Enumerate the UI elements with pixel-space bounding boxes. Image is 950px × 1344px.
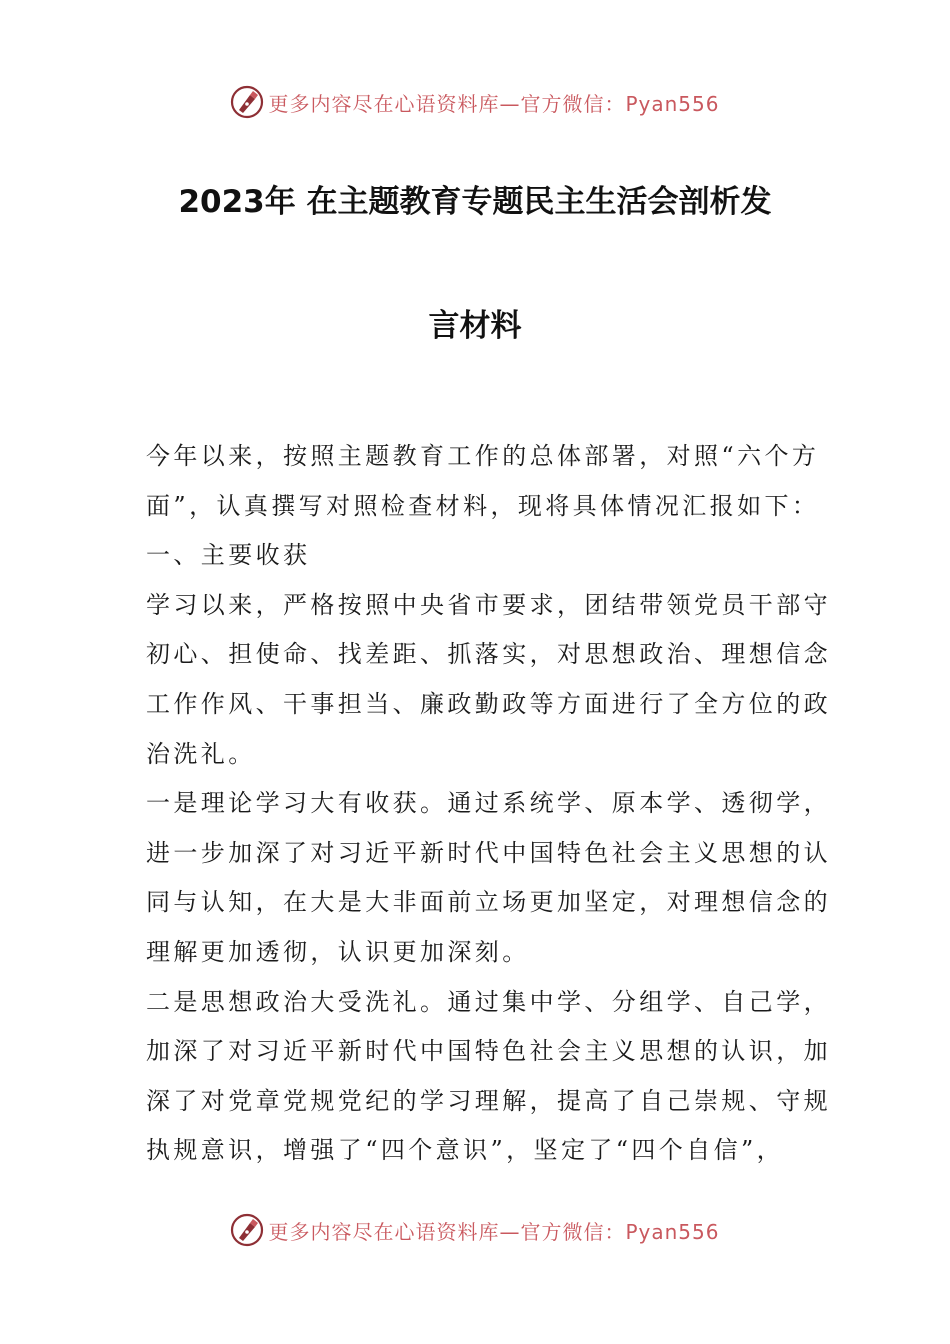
header-watermark-banner [0, 80, 950, 124]
document-title-line-1: 2023年 在主题教育专题民主生活会剖析发 [178, 184, 772, 220]
body-line: 执规意识，增强了“四个意识”，坚定了“四个自信”， [146, 1136, 785, 1165]
footer-watermark-text: 更多内容尽在心语资料库—官方微信：Pyan556 [268, 1219, 720, 1244]
pen-nib-logo-icon [230, 1213, 264, 1247]
pen-nib-logo-icon [230, 85, 264, 119]
body-line: 同与认知，在大是大非面前立场更加坚定，对理想信念的 [146, 888, 831, 917]
body-line: 今年以来，按照主题教育工作的总体部署，对照“六个方 [146, 442, 820, 470]
body-line: 一是理论学习大有收获。通过系统学、原本学、透彻学， [146, 789, 831, 818]
body-line: 治洗礼。 [146, 739, 256, 768]
section-heading: 一、主要收获 [146, 541, 311, 570]
body-line: 深了对党章党规党纪的学习理解，提高了自己崇规、守规 [146, 1086, 831, 1115]
body-line: 工作作风、干事担当、廉政勤政等方面进行了全方位的政 [146, 689, 831, 718]
footer-watermark-banner [0, 1208, 950, 1252]
body-line: 理解更加透彻，认识更加深刻。 [146, 937, 530, 966]
body-line: 面”，认真撰写对照检查材料，现将具体情况汇报如下： [146, 491, 820, 520]
body-line: 学习以来，严格按照中央省市要求，团结带领党员干部守 [146, 590, 831, 619]
header-watermark-text: 更多内容尽在心语资料库—官方微信：Pyan556 [268, 91, 720, 116]
body-line: 进一步加深了对习近平新时代中国特色社会主义思想的认 [146, 838, 831, 867]
document-body [146, 432, 831, 1176]
document-title-line-2: 言材料 [428, 308, 522, 344]
body-line: 二是思想政治大受洗礼。通过集中学、分组学、自己学， [146, 987, 831, 1016]
body-line: 加深了对习近平新时代中国特色社会主义思想的认识，加 [146, 1037, 831, 1066]
body-line: 初心、担使命、找差距、抓落实，对思想政治、理想信念 [146, 640, 831, 669]
